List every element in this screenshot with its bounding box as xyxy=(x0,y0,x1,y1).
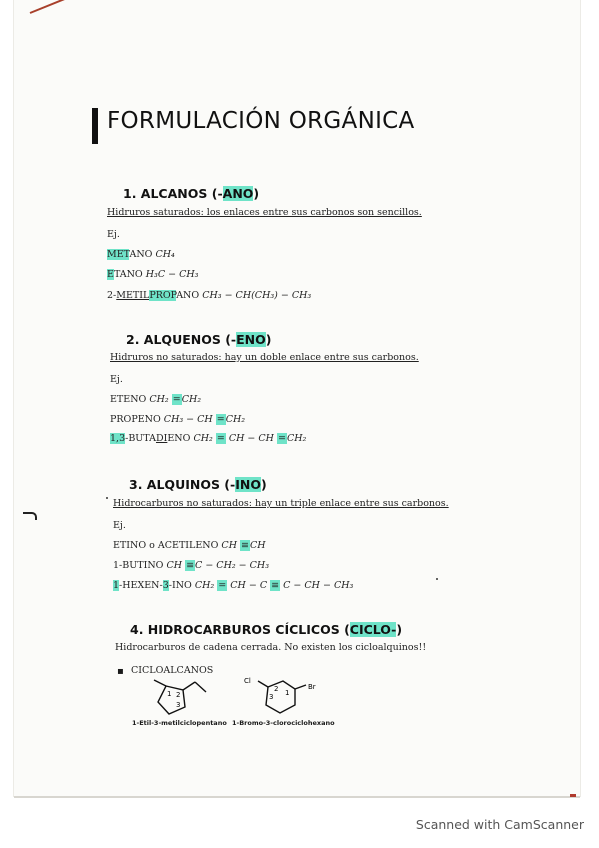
ring-number: 3 xyxy=(269,693,274,701)
bullet-icon: ▪ xyxy=(117,666,124,677)
ring-number: 1 xyxy=(285,689,290,697)
molecule-caption: 1-Bromo-3-clorociclohexano xyxy=(232,719,335,727)
ring-number: 2 xyxy=(176,691,181,699)
page-edge xyxy=(14,796,580,798)
molecule-ethyl-methyl-cyclopentane xyxy=(132,676,216,722)
molecule-bromo-chloro-cyclohexane xyxy=(238,675,334,725)
page-title: FORMULACIÓN ORGÁNICA xyxy=(107,108,415,134)
margin-mark xyxy=(23,512,37,520)
ink-speck xyxy=(106,497,108,499)
example-etano: ETANO H₃C − CH₃ xyxy=(107,269,199,280)
example-butino: 1-BUTINO CH ≡C − CH₂ − CH₃ xyxy=(113,560,270,571)
scanner-watermark: Scanned with CamScanner xyxy=(415,817,584,832)
title-bar xyxy=(92,108,98,144)
ring-number: 3 xyxy=(176,701,181,709)
example-hexenino: 1-HEXEN-3-INO CH₂ = CH − C ≡ C − CH − CH₃ xyxy=(113,580,354,591)
red-mark xyxy=(570,794,576,797)
section-heading-ciclicos: 4. HIDROCARBUROS CÍCLICOS (CICLO-) xyxy=(130,622,403,637)
example-metilpropano: 2-METILPROPANO CH₃ − CH(CH₃) − CH₃ xyxy=(107,290,312,301)
ring-number: 2 xyxy=(274,685,279,693)
definition-alquenos: Hidruros no saturados: hay un doble enlace entre sus carbonos. xyxy=(110,352,419,363)
example-metano: METANO CH₄ xyxy=(107,249,175,260)
ring-number: 1 xyxy=(167,690,172,698)
example-propeno: PROPENO CH₃ − CH =CH₂ xyxy=(110,414,246,425)
definition-alcanos: Hidruros saturados: los enlaces entre sus carbonos son sencillos. xyxy=(107,207,422,218)
example-label: Ej. xyxy=(113,520,126,531)
example-butadieno: 1,3-BUTADIENO CH₂ = CH − CH =CH₂ xyxy=(110,433,307,444)
example-etino: ETINO o ACETILENO CH ≡CH xyxy=(113,540,266,551)
bromine-label: Br xyxy=(308,683,316,691)
section-heading-alquenos: 2. ALQUENOS (-ENO) xyxy=(126,332,272,347)
molecule-caption: 1-Etil-3-metilciclopentano xyxy=(132,719,227,727)
definition-ciclicos: Hidrocarburos de cadena cerrada. No existen los cicloalquinos!! xyxy=(115,642,427,653)
bullet-cicloalcanos: CICLOALCANOS xyxy=(131,665,214,676)
section-heading-alquinos: 3. ALQUINOS (-INO) xyxy=(129,477,267,492)
example-label: Ej. xyxy=(107,229,120,240)
section-heading-alcanos: 1. ALCANOS (-ANO) xyxy=(123,186,260,201)
example-eteno: ETENO CH₂ =CH₂ xyxy=(110,394,202,405)
definition-alquinos: Hidrocarburos no saturados: hay un triple enlace entre sus carbonos. xyxy=(113,498,449,509)
chlorine-label: Cl xyxy=(244,677,251,685)
ink-speck xyxy=(436,578,438,580)
example-label: Ej. xyxy=(110,374,123,385)
